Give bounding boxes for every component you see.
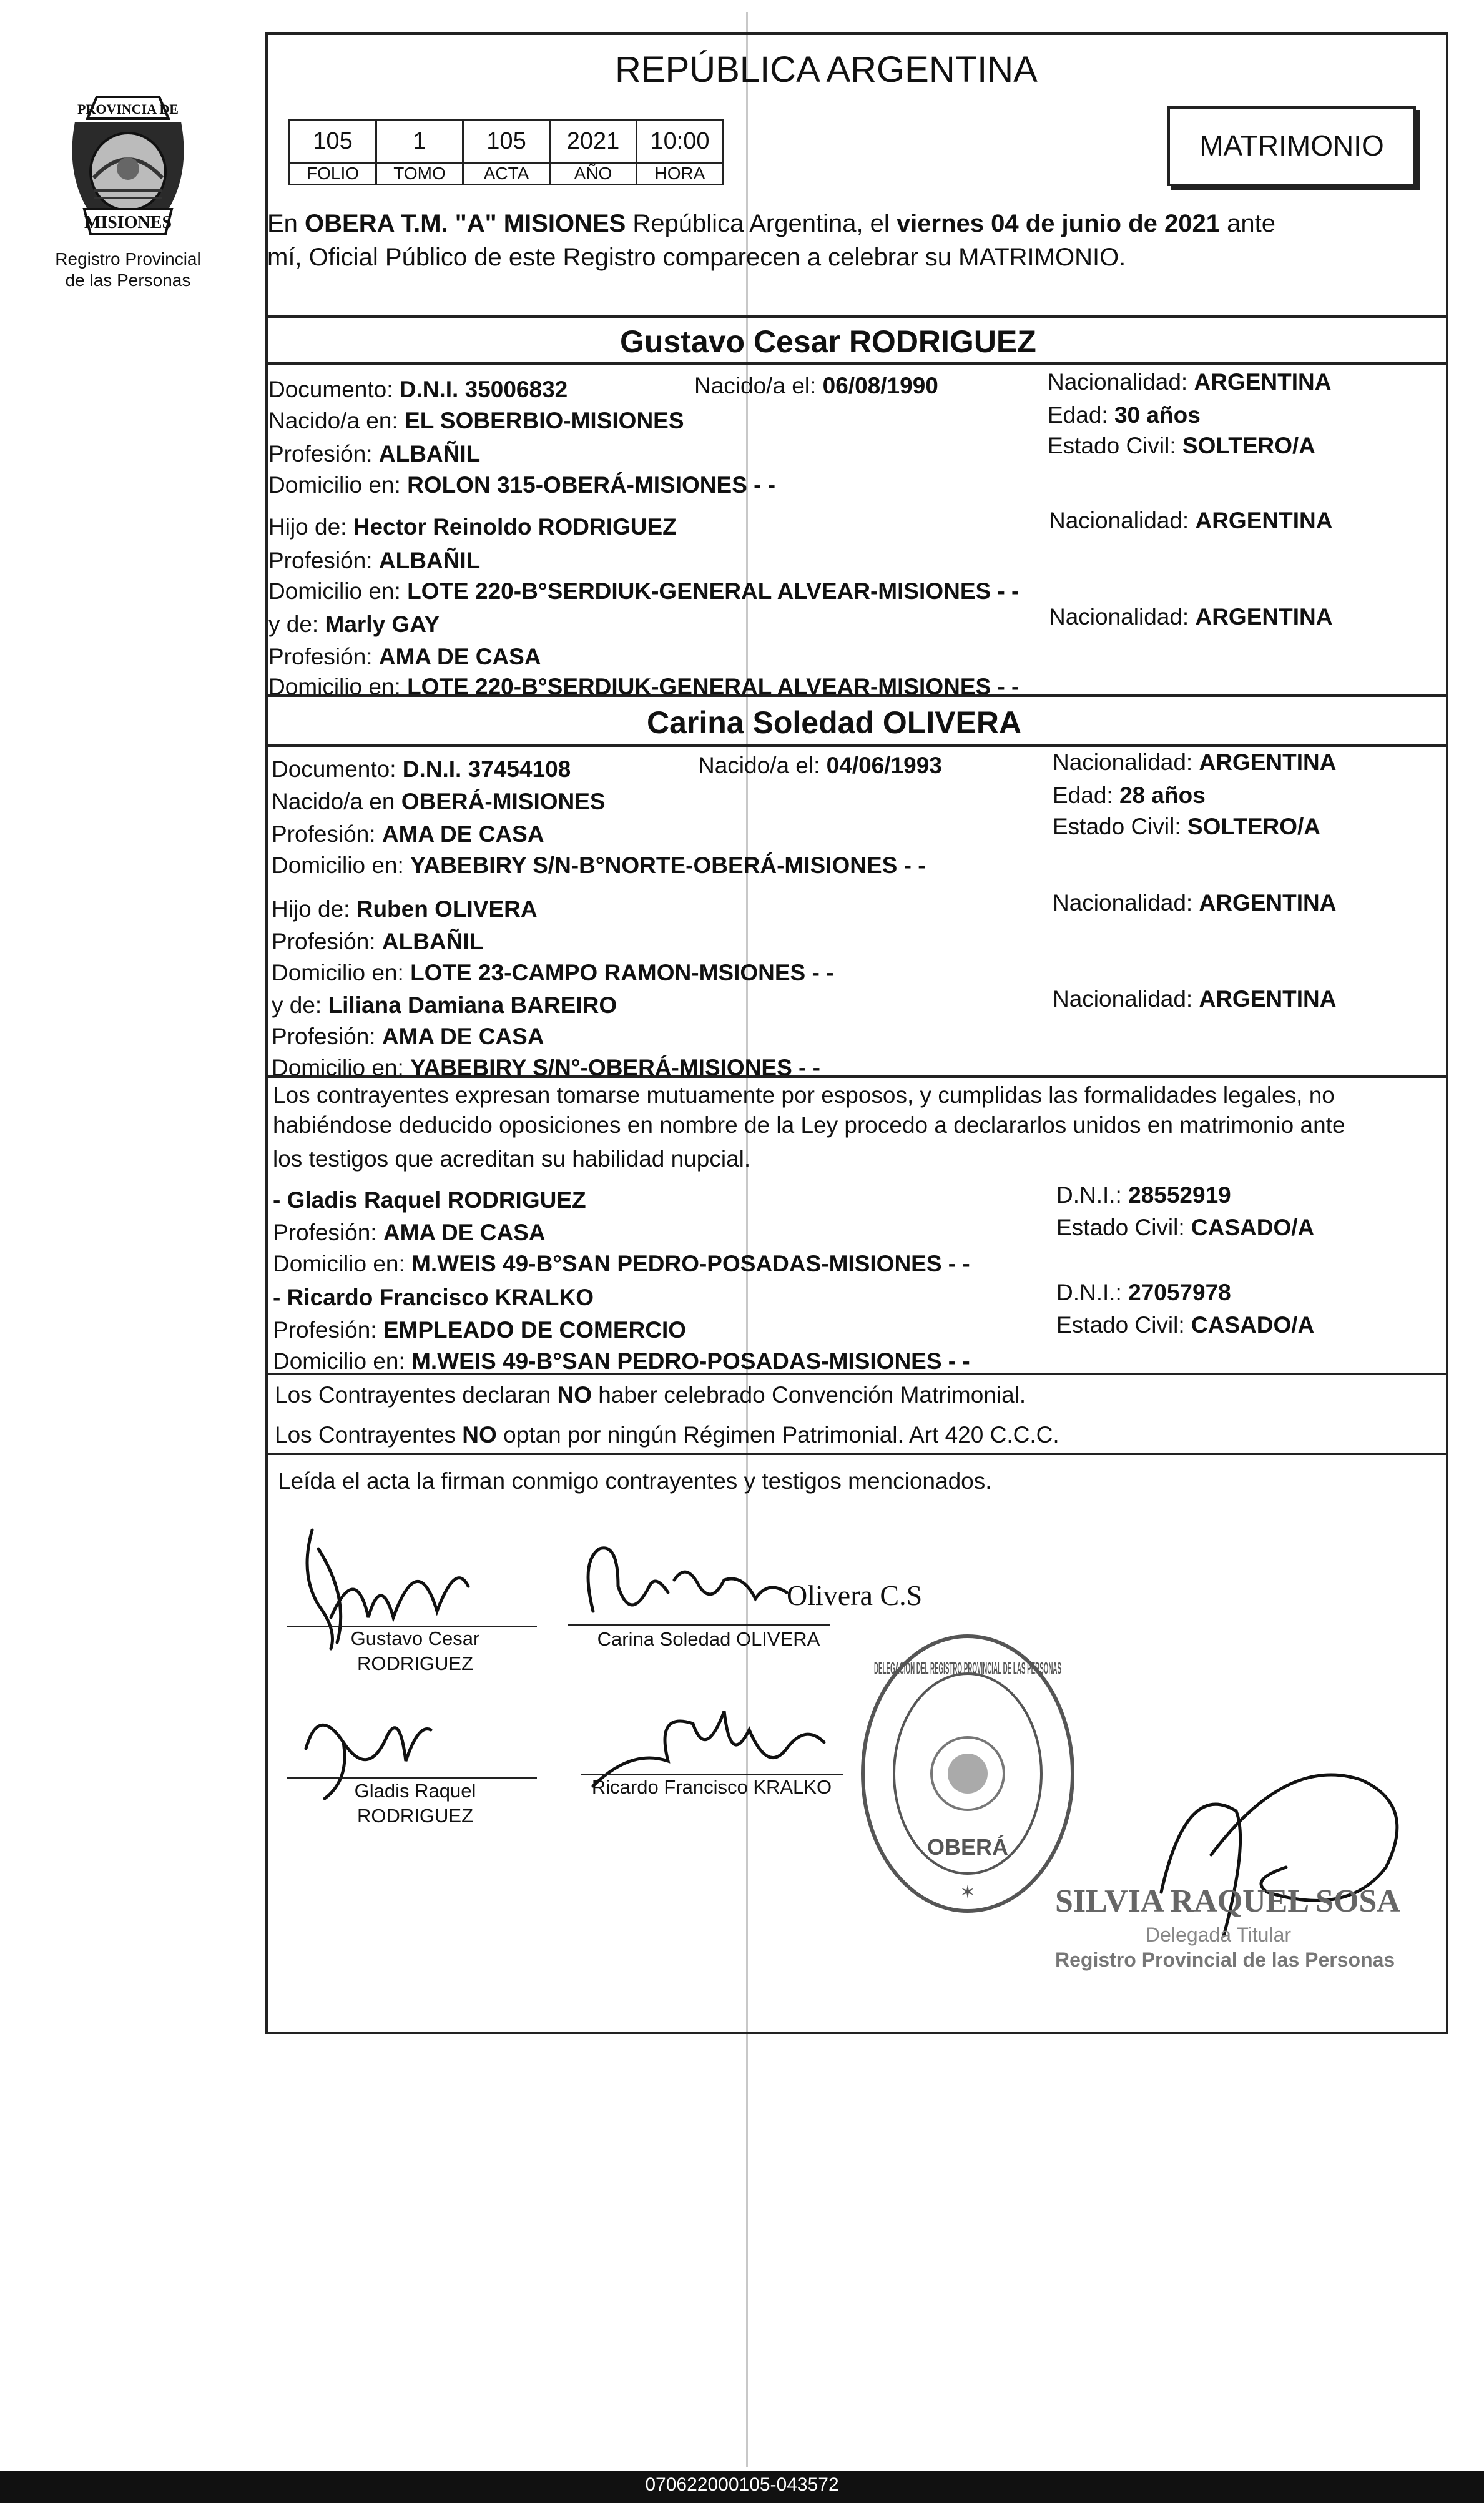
declaration-line-1: Los contrayentes expresan tomarse mutuamente por esposos, y cumplidas las formalidades legales, no [273,1082,1335,1108]
spouse2-father-profession: Profesión: ALBAÑIL [272,929,484,954]
registry-table [288,119,724,185]
divider [265,362,1448,365]
witness1-dni: D.N.I.: 28552919 [1056,1182,1231,1208]
divider [265,744,1448,747]
officer-organization: Registro Provincial de las Personas [1055,1948,1395,1971]
spouse2-mother-address: Domicilio en: YABEBIRY S/N°-OBERÁ-MISIONES - - [272,1055,820,1080]
acta-label: ACTA [463,163,550,185]
declaration-line-3: los testigos que acreditan su habilidad nupcial. [273,1146,751,1172]
regime-line-1: Los Contrayentes declaran NO haber celebrado Convención Matrimonial. [275,1382,1026,1408]
year-label: AÑO [550,163,637,185]
spouse1-father-nationality: Nacionalidad: ARGENTINA [1049,508,1333,533]
signature-caption-gladis: Gladis Raquel RODRIGUEZ [354,1780,476,1827]
seal-ring-text: DELEGACION DEL REGISTRO PROVINCIAL DE LAS PERSONAS [874,1659,1061,1677]
spouse1-father: Hijo de: Hector Reinoldo RODRIGUEZ [268,514,677,540]
spouse2-name: Carina Soledad OLIVERA [647,705,1022,740]
spouse2-father: Hijo de: Ruben OLIVERA [272,896,538,922]
divider [265,1373,1448,1375]
official-seal-stamp [855,1630,1080,1917]
record-type-label: MATRIMONIO [1199,129,1384,162]
signature-carina [581,1536,923,1630]
spouse2-mother-profession: Profesión: AMA DE CASA [272,1024,544,1049]
spouse1-father-address: Domicilio en: LOTE 220-B°SERDIUK-GENERAL ALVEAR-MISIONES - - [268,578,1020,604]
hour-label: HORA [637,163,724,185]
signature-carina-initials: Olivera C.S [787,1579,923,1611]
tomo-value: 1 [376,120,463,163]
closing-statement: Leída el acta la firman conmigo contrayentes y testigos mencionados. [278,1468,992,1494]
spouse2-father-address: Domicilio en: LOTE 23-CAMPO RAMON-MSIONES - - [272,960,834,985]
declaration-line-2: habiéndose deducido oposiciones en nombre de la Ley procedo a declararlos unidos en matrimonio ante [273,1112,1345,1138]
spouse2-nationality: Nacionalidad: ARGENTINA [1053,749,1337,775]
witness2-profession: Profesión: EMPLEADO DE COMERCIO [273,1317,687,1343]
witness2-civil-status: Estado Civil: CASADO/A [1056,1312,1315,1338]
spouse1-profession: Profesión: ALBAÑIL [268,441,481,467]
spouse1-document: Documento: D.N.I. 35006832 [268,377,568,402]
divider [265,1075,1448,1078]
spouse1-mother: y de: Marly GAY [268,611,440,637]
intro-date: viernes 04 de junio de 2021 [896,210,1220,237]
spouse1-mother-nationality: Nacionalidad: ARGENTINA [1049,604,1333,629]
seal-bottom-text: OBERÁ [926,1834,1009,1860]
officer-title: Delegada Titular [1146,1923,1292,1946]
folio-value: 105 [290,120,376,163]
svg-text:MISIONES: MISIONES [84,213,172,232]
folio-label: FOLIO [290,163,376,185]
witness1-profession: Profesión: AMA DE CASA [273,1220,546,1245]
signature-line [568,1624,830,1626]
spouse1-name: Gustavo Cesar RODRIGUEZ [620,324,1036,359]
hour-value: 10:00 [637,120,724,163]
seal-star-icon: ✶ [960,1882,976,1903]
spouse1-civil-status: Estado Civil: SOLTERO/A [1048,433,1316,458]
divider [265,694,1448,697]
footer-code: 070622000105-043572 [645,2474,839,2495]
signature-caption-gustavo: Gustavo Cesar RODRIGUEZ [350,1627,480,1674]
intro-place: OBERA T.M. "A" MISIONES [305,210,626,237]
tomo-label: TOMO [376,163,463,185]
spouse1-mother-profession: Profesión: AMA DE CASA [268,644,541,669]
intro-line-1: En OBERA T.M. "A" MISIONES República Argentina, el viernes 04 de junio de 2021 ante [267,210,1275,237]
record-type-box [1167,106,1416,186]
year-value: 2021 [550,120,637,163]
spouse1-address: Domicilio en: ROLON 315-OBERÁ-MISIONES - - [268,472,776,498]
spouse2-document: Documento: D.N.I. 37454108 [272,756,571,782]
witness2-address: Domicilio en: M.WEIS 49-B°SAN PEDRO-POSADAS-MISIONES - - [273,1348,970,1374]
witness1-name: - Gladis Raquel RODRIGUEZ [273,1187,586,1213]
spouse2-birthplace: Nacido/a en OBERÁ-MISIONES [272,789,606,814]
witness1-address: Domicilio en: M.WEIS 49-B°SAN PEDRO-POSADAS-MISIONES - - [273,1251,970,1276]
witness2-dni: D.N.I.: 27057978 [1056,1280,1231,1305]
svg-text:PROVINCIA DE: PROVINCIA DE [77,101,179,117]
province-coat-of-arms-logo [50,84,206,240]
divider [265,1453,1448,1455]
signature-caption-carina: Carina Soledad OLIVERA [597,1628,820,1650]
spouse2-age: Edad: 28 años [1053,782,1206,808]
signature-caption-ricardo: Ricardo Francisco KRALKO [591,1776,832,1798]
spouse2-father-nationality: Nacionalidad: ARGENTINA [1053,890,1337,916]
spouse1-father-profession: Profesión: ALBAÑIL [268,548,481,573]
spouse2-mother: y de: Liliana Damiana BAREIRO [272,992,617,1018]
officer-name: SILVIA RAQUEL SOSA [1055,1883,1400,1919]
spouse1-nationality: Nacionalidad: ARGENTINA [1048,369,1332,395]
witness1-civil-status: Estado Civil: CASADO/A [1056,1215,1315,1240]
spouse1-birthdate: Nacido/a el: 06/08/1990 [694,373,938,398]
intro-line-2: mí, Oficial Público de este Registro comparecen a celebrar su MATRIMONIO. [267,244,1126,271]
divider [265,315,1448,318]
witness2-name: - Ricardo Francisco KRALKO [273,1285,594,1310]
spouse1-age: Edad: 30 años [1048,402,1201,428]
spouse2-birthdate: Nacido/a el: 04/06/1993 [698,753,942,778]
officer-signature [1124,1730,1436,1955]
spouse2-address: Domicilio en: YABEBIRY S/N-B°NORTE-OBERÁ-MISIONES - - [272,852,926,878]
logo-caption: Registro Provincial de las Personas [55,249,201,290]
spouse2-profession: Profesión: AMA DE CASA [272,821,544,847]
spouse2-civil-status: Estado Civil: SOLTERO/A [1053,814,1321,839]
page-title: REPÚBLICA ARGENTINA [615,49,1038,90]
acta-value: 105 [463,120,550,163]
spouse1-birthplace: Nacido/a en: EL SOBERBIO-MISIONES [268,408,684,433]
spouse1-mother-address: Domicilio en: LOTE 220-B°SERDIUK-GENERAL ALVEAR-MISIONES - - [268,674,1020,699]
spouse2-mother-nationality: Nacionalidad: ARGENTINA [1053,986,1337,1012]
regime-line-2: Los Contrayentes NO optan por ningún Régimen Patrimonial. Art 420 C.C.C. [275,1422,1059,1448]
